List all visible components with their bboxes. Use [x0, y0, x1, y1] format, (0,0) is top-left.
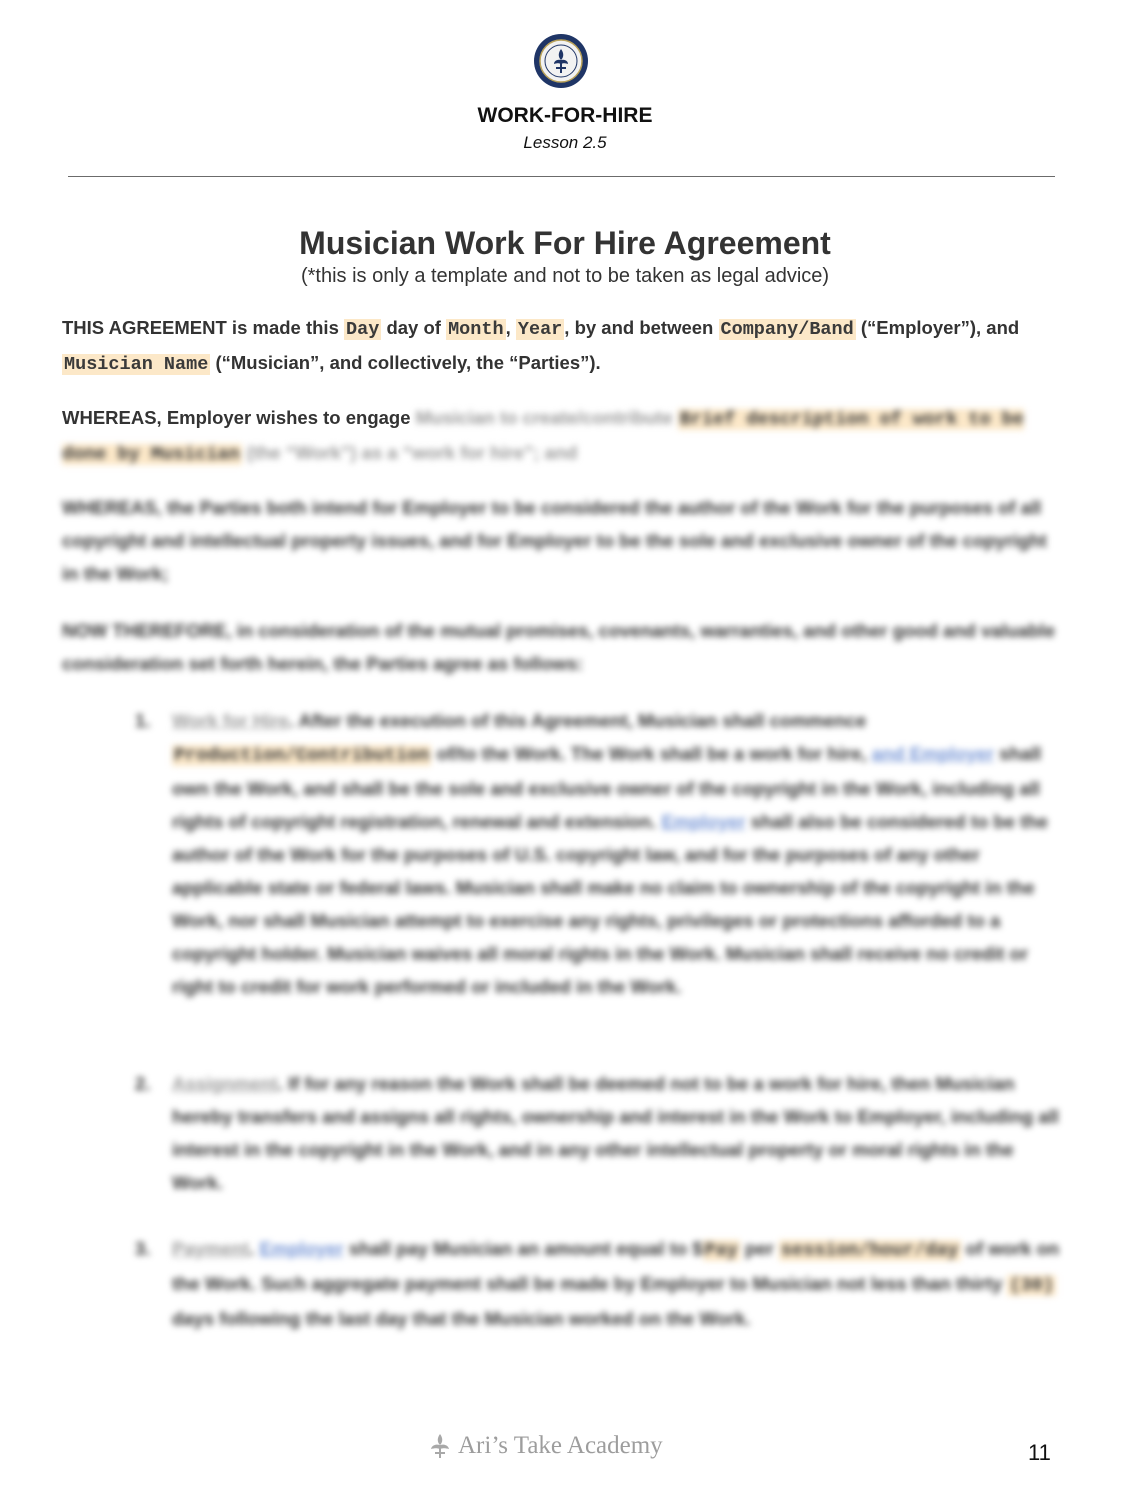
header-title: WORK-FOR-HIRE	[477, 104, 653, 127]
clause-number: 3.	[135, 1238, 151, 1259]
header-subtitle: Lesson 2.5	[523, 133, 607, 152]
agreement-disclaimer: (*this is only a template and not to be taken as legal advice)	[300, 265, 830, 287]
clause-text: of work on the Work. Such aggregate payment shall be made by Employer to Musician not less than thirty	[172, 1238, 1060, 1294]
fleur-de-lis-icon	[428, 1432, 452, 1460]
pay-field: Pay	[704, 1240, 738, 1261]
whereas-text-blurred: (the “Work”) as a “work for hire”; and	[241, 442, 578, 463]
whereas-paragraph-2: WHEREAS, the Parties both intend for Employer to be considered the author of the Work for the purposes of all copyright and intellectual property issues, and for Employer to be the sole and exclusive owner of the copyright in the Work;	[62, 497, 1047, 584]
clause-heading: Payment	[172, 1238, 250, 1259]
clause-text: shall pay Musician an amount equal to $	[343, 1238, 703, 1259]
intro-text: , by and between	[564, 317, 719, 338]
month-field: Month	[448, 319, 504, 340]
musician-name-field: Musician Name	[64, 354, 209, 375]
header-divider	[68, 176, 1055, 177]
session-field: session/hour/day	[780, 1240, 959, 1261]
agreement-title: Musician Work For Hire Agreement	[299, 225, 831, 261]
days-field: (30)	[1009, 1275, 1054, 1296]
work-description-field: Brief description of work to be done by Musician	[62, 409, 1024, 465]
intro-text: ,	[505, 317, 516, 338]
clause-text: . If for any reason the Work shall be deemed not to be a work for hire, then Musician hereby transfers and assigns all rights, ownership and interest in the Work to Employer, including all interest in the copyright in the Work, and in any other intellectual property or moral rights in the Work.	[172, 1073, 1059, 1193]
clause-text: .	[249, 1238, 260, 1259]
clause-text: days following the last day that the Musician worked on the Work.	[172, 1308, 751, 1329]
now-therefore-paragraph: NOW THEREFORE, in consideration of the mutual promises, covenants, warranties, and other good and valuable consideration set forth herein, the Parties agree as follows:	[62, 620, 1055, 674]
intro-text: THIS AGREEMENT is made this	[62, 317, 344, 338]
clause-text: shall also be considered to be the author of the Work for the purposes of U.S. copyright law, and for the purposes of any other applicable state or federal laws. Musician shall make no claim to ownership of the copyright in the Work, nor shall Musician attempt to exercise any rights, privileges or protections afforded to a copyright holder. Musician waives all moral rights in the Work. Musician shall receive no credit or right to credit for work performed or included in the Work.	[172, 811, 1048, 997]
intro-text: (“Musician”, and collectively, the “Parties”).	[210, 352, 601, 373]
employer-link[interactable]: Employer	[661, 811, 746, 832]
intro-text: (“Employer”), and	[855, 317, 1020, 338]
whereas-text: WHEREAS, Employer wishes to engage	[62, 407, 416, 428]
footer-brand	[428, 1428, 663, 1464]
year-field: Year	[517, 319, 563, 340]
employer-link[interactable]: and Employer	[871, 743, 994, 764]
intro-paragraph	[62, 311, 1062, 381]
clause-heading: Work for Hire	[172, 710, 289, 731]
day-field: Day	[346, 319, 380, 340]
clause-text: per	[739, 1238, 779, 1259]
whereas-text-blurred: Musician to create/contribute	[415, 407, 678, 428]
academy-seal-icon	[533, 33, 589, 89]
page-number: 11	[1028, 1440, 1051, 1465]
clause-body	[172, 1232, 1060, 1335]
clause-text: shall own the Work, and shall be the sole and exclusive owner of the copyright in the Work, including all rights of copyright registration, renewal and extension.	[172, 743, 1042, 832]
clause-body	[172, 1067, 1060, 1199]
clause-number: 1.	[135, 710, 151, 731]
intro-text: day of	[381, 317, 447, 338]
production-field: Production/Contribution	[174, 745, 430, 766]
whereas-paragraph-1	[62, 401, 1062, 471]
company-field: Company/Band	[720, 319, 854, 340]
clause-text: of/to the Work. The Work shall be a work for hire,	[431, 743, 872, 764]
employer-link[interactable]: Employer	[259, 1238, 344, 1259]
clause-heading: Assignment	[172, 1073, 278, 1094]
clause-number: 2.	[135, 1073, 151, 1094]
clause-text: . After the execution of this Agreement, Musician shall commence	[288, 710, 867, 731]
footer-brand-name: Ari’s Take Academy	[458, 1432, 663, 1459]
clause-body	[172, 704, 1060, 1003]
